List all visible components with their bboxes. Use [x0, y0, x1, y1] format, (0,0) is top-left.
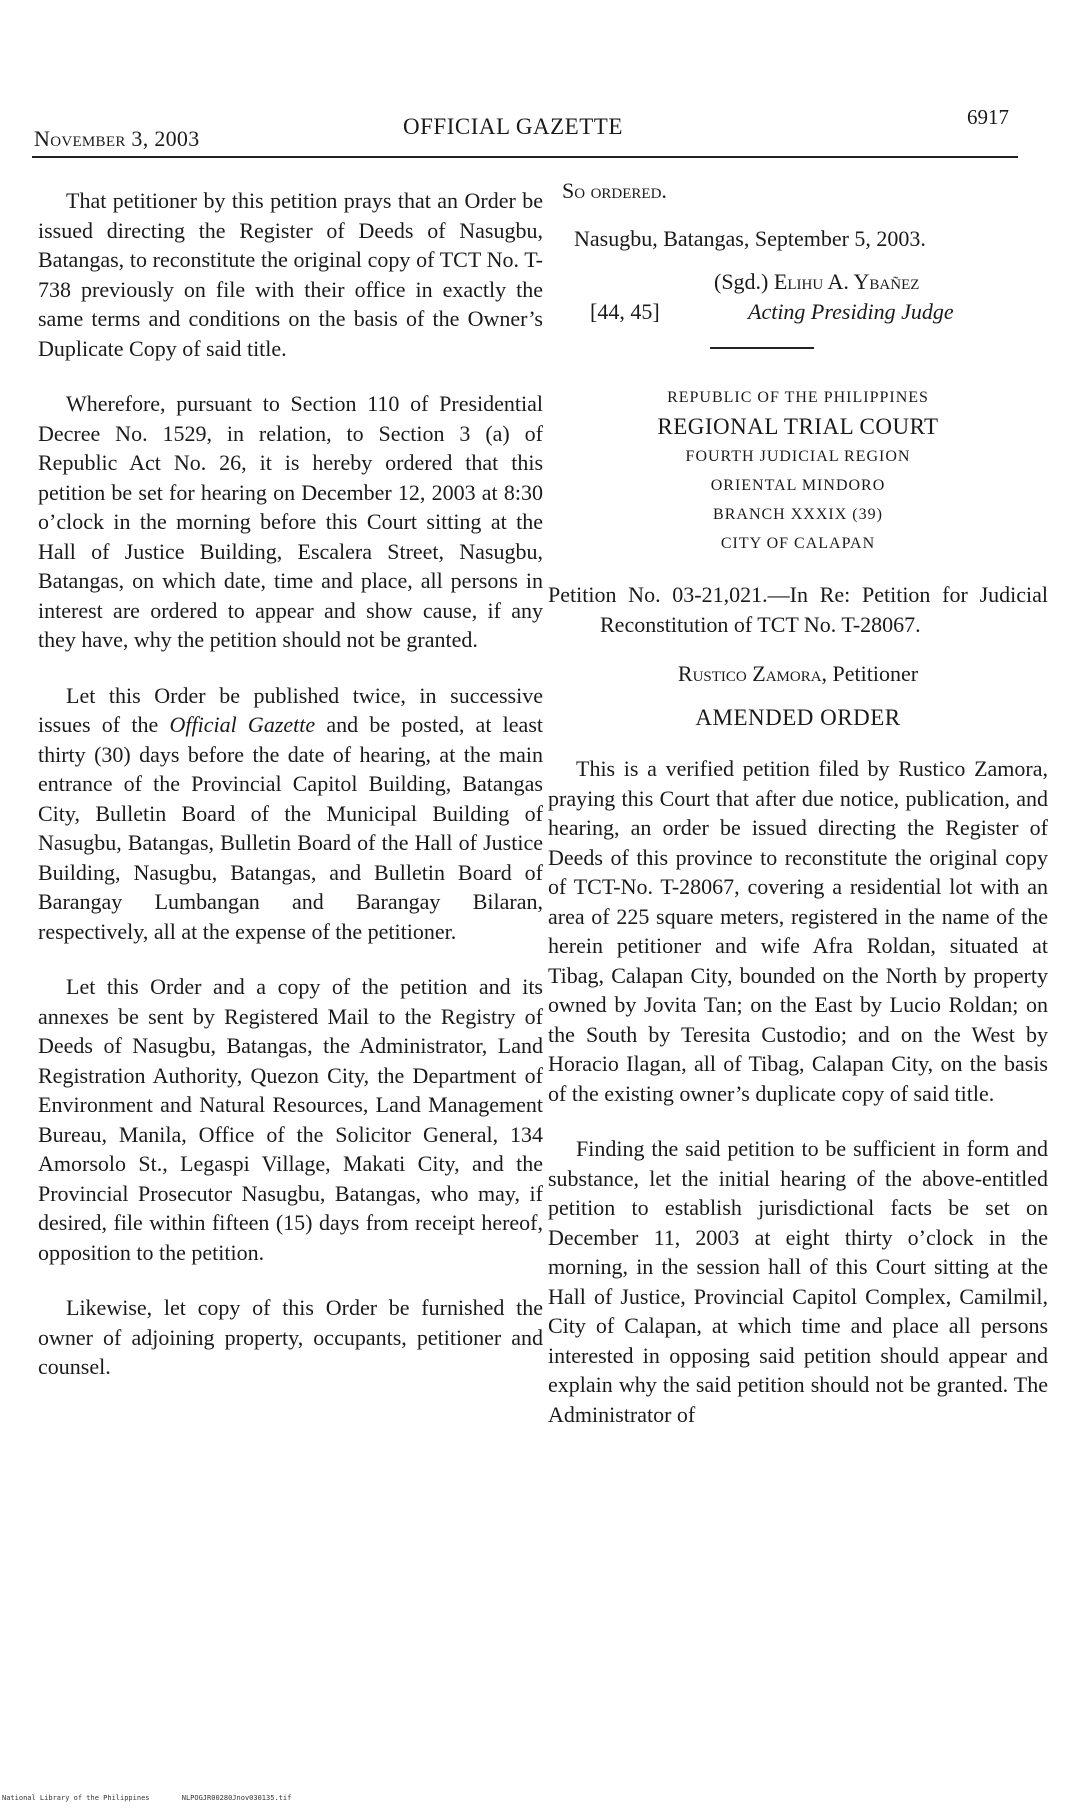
header-date: November 3, 2003 [34, 126, 200, 151]
section-divider [710, 347, 814, 349]
registered-mail-paragraph: Let this Order and a copy of the petition and its annexes be sent by Registered Mail to the Registry of Deeds of Nasugbu, Batangas, the Administrator, Land Registration Authority, Quezon City, the Department of Environment and Natural Resources, Land Management Bureau, Manila, Office of the Solicitor General, 134 Amorsolo St., Legaspi Village, Makati City, and the Provincial Prosecutor Nasugbu, Batangas, who may, if desired, file within fifteen (15) days from receipt hereof, opposition to the petition. [38, 974, 543, 1265]
right-paragraphs [548, 754, 1048, 1429]
court-province: ORIENTAL MINDORO [710, 477, 886, 494]
page-number: 6917 [967, 105, 1009, 129]
left-column [38, 186, 543, 1382]
order-title: AMENDED ORDER [695, 704, 901, 730]
right-column [548, 176, 1048, 1429]
signature-title: Acting Presiding Judge [748, 299, 954, 324]
court-republic: REPUBLIC OF THE PHILIPPINES [667, 389, 929, 406]
header-publication: OFFICIAL GAZETTE [403, 114, 623, 139]
court-city: CITY OF CALAPAN [720, 535, 876, 552]
petitioner-line: Rustico Zamora, Petitioner [677, 661, 919, 686]
case-title: Petition No. 03-21,021.—In Re: Petition for Judicial Reconstitution of TCT No. T-28067. [548, 582, 1048, 637]
signature-block [548, 267, 1048, 331]
place-date: Nasugbu, Batangas, September 5, 2003. [574, 225, 926, 251]
so-ordered: So ordered. [562, 178, 667, 203]
footer-file-id: NLPOGJR00280Jnov030135.tif [181, 1794, 292, 1802]
court-heading [548, 383, 1048, 558]
scan-footer [2, 1794, 319, 1802]
verified-petition-paragraph: This is a verified petition filed by Rustico Zamora, praying this Court that after due notice, publication, and hearing, an order be issued directing the Register of Deeds of this province to reconstitute the original copy of TCT-No. T-28067, covering a residential lot with an area of 225 square meters, registered in the name of the herein petitioner and wife Afra Roldan, situated at Tibag, Calapan City, bounded on the North by property owned by Jovita Tan; on the East by Lucio Roldan; on the South by Teresita Custodio; and on the West by Horacio Ilagan, all of Tibag, Calapan City, on the basis of the existing owner’s duplicate copy of said title. [548, 756, 1048, 1106]
furnish-copy-paragraph: Likewise, let copy of this Order be furnished the owner of adjoining property, occupants, petitioner and counsel. [38, 1295, 543, 1379]
header-rule [32, 156, 1018, 158]
hearing-order-paragraph: Wherefore, pursuant to Section 110 of Presidential Decree No. 1529, in relation, to Section 3 (a) of Republic Act No. 26, it is hereby ordered that this petition be set for hearing on December 12, 2003 at 8:30 o’clock in the morning before this Court sitting at the Hall of Justice Building, Escalera Street, Nasugbu, Batangas, on which date, time and place, all persons in interest are ordered to appear and show cause, if any they have, why the petition should not be granted. [38, 391, 543, 652]
court-name: REGIONAL TRIAL COURT [657, 414, 939, 439]
footer-library: National Library of the Philippines [2, 1794, 150, 1802]
initial-hearing-paragraph: Finding the said petition to be sufficient in form and substance, let the initial hearing of the above-entitled petition to establish jurisdictional facts be set on December 11, 2003 at eight thirty o’clock in the morning, in the session hall of this Court sitting at the Hall of Justice, Provincial Capitol Complex, Camilmil, City of Calapan, at which time and place all persons interested in opposing said petition should appear and explain why the said petition should not be granted. The Administrator of [548, 1136, 1048, 1427]
court-region: FOURTH JUDICIAL REGION [685, 448, 911, 465]
reference-number: [44, 45] [590, 299, 660, 324]
petition-prayer-paragraph: That petitioner by this petition prays that an Order be issued directing the Register of Deeds of Nasugbu, Batangas, to reconstitute the original copy of TCT No. T-738 previously on file with their office in exactly the same terms and conditions on the basis of the Owner’s Duplicate Copy of said title. [38, 188, 543, 361]
publication-paragraph: Let this Order be published twice, in successive issues of the Official Gazette and be posted, at least thirty (30) days before the date of hearing, at the main entrance of the Provincial Capitol Building, Batangas City, Bulletin Board of the Municipal Building of Nasugbu, Batangas, Bulletin Board of the Hall of Justice Building, Nasugbu, Batangas, and Bulletin Board of Barangay Lumbangan and Barangay Bilaran, respectively, all at the expense of the petitioner. [38, 682, 543, 944]
court-branch: BRANCH XXXIX (39) [713, 506, 883, 523]
signature-name: (Sgd.) Elihu A. Ybañez [714, 269, 920, 294]
gazette-title-italic: Official Gazette [169, 712, 316, 737]
